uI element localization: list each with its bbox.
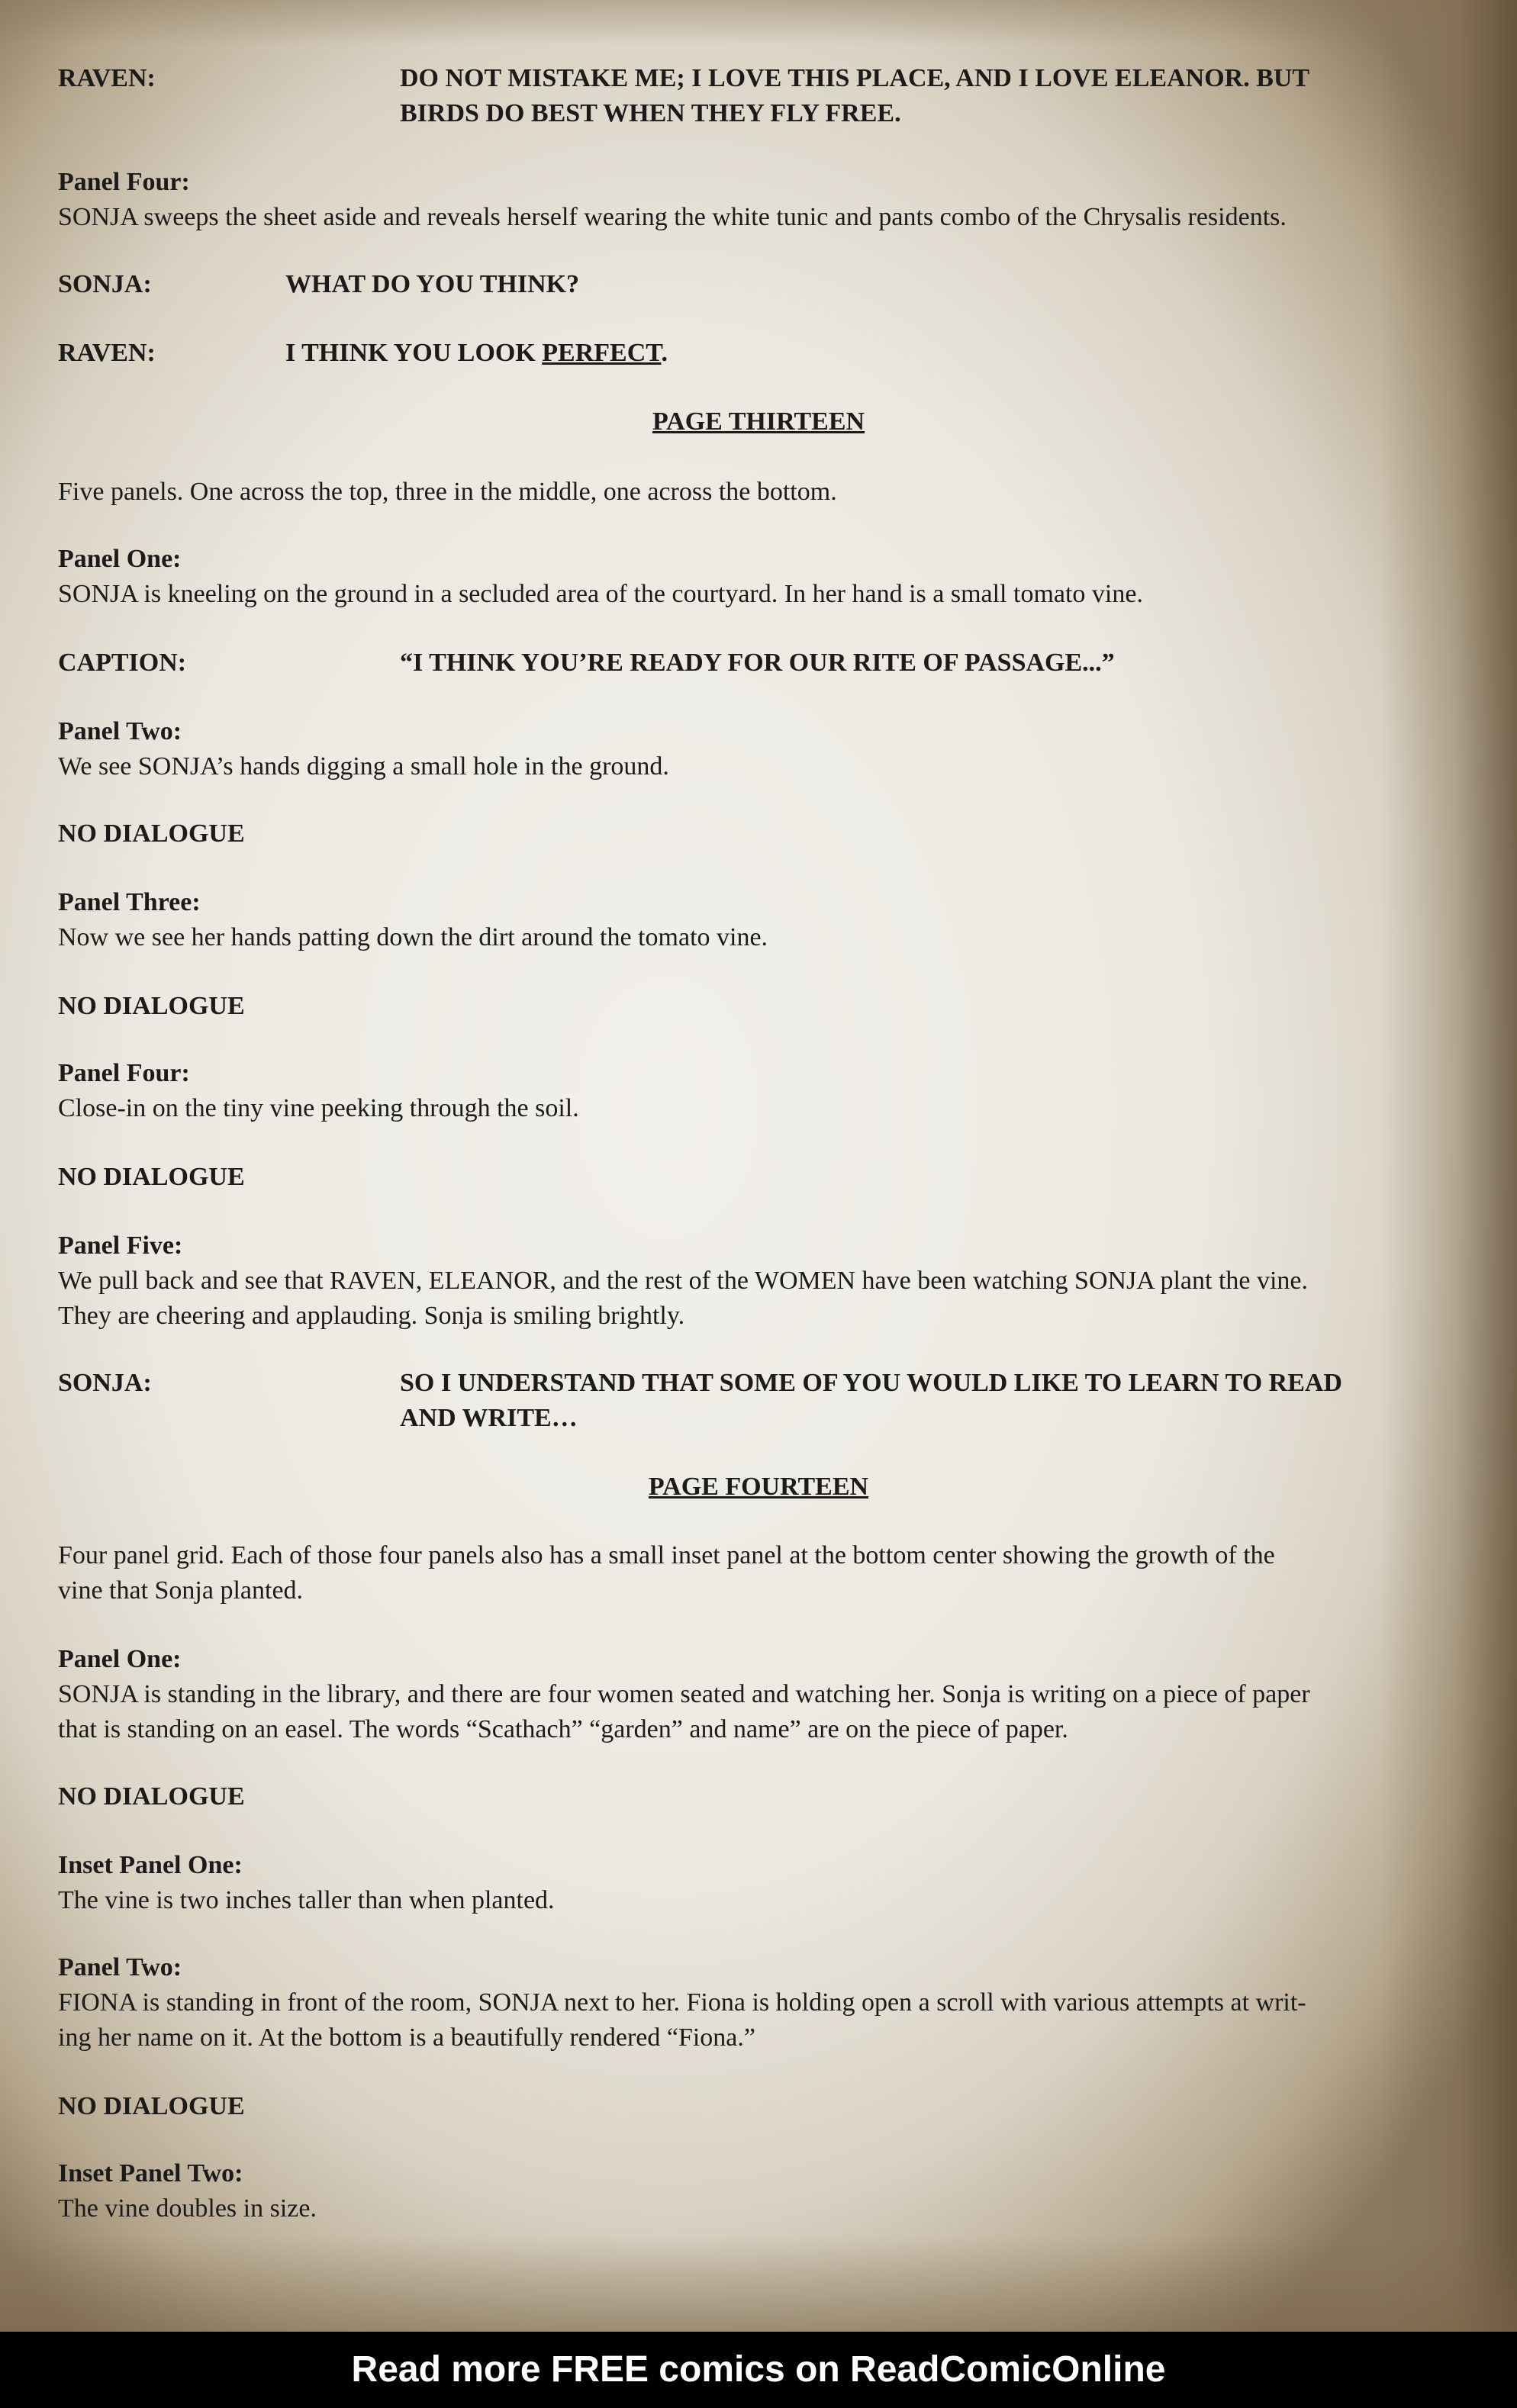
page-intro-line1: Four panel grid. Each of those four panels also has a small inset panel at the bottom center showing the growth of the bbox=[58, 1541, 1275, 1569]
promo-banner-link[interactable]: Read more FREE comics on ReadComicOnline bbox=[0, 2332, 1517, 2408]
panel-heading: Panel Four: bbox=[58, 168, 190, 196]
dialogue-caption: “I THINK YOU’RE READY FOR OUR RITE OF PASSAGE...” bbox=[400, 649, 1115, 677]
panel-description-line1: FIONA is standing in front of the room, SONJA next to her. Fiona is holding open a scroll with various attempts at writ- bbox=[58, 1988, 1306, 2017]
panel-heading: Inset Panel Two: bbox=[58, 2159, 243, 2187]
panel-description-line1: We pull back and see that RAVEN, ELEANOR, and the rest of the WOMEN have been watching SONJA plant the vine. bbox=[58, 1267, 1309, 1295]
panel-description-line2: They are cheering and applauding. Sonja is smiling brightly. bbox=[58, 1302, 685, 1330]
speaker-caption: CAPTION: bbox=[58, 649, 187, 677]
dialogue-raven-line1: DO NOT MISTAKE ME; I LOVE THIS PLACE, AND I LOVE ELEANOR. BUT bbox=[400, 64, 1310, 92]
panel-description: Close-in on the tiny vine peeking through the soil. bbox=[58, 1094, 579, 1122]
panel-description: SONJA is kneeling on the ground in a secluded area of the courtyard. In her hand is a small tomato vine. bbox=[58, 580, 1143, 608]
speaker-raven: RAVEN: bbox=[58, 339, 156, 367]
dialogue-raven bbox=[285, 336, 668, 371]
panel-description: SONJA sweeps the sheet aside and reveals herself wearing the white tunic and pants combo of the Chrysalis residents. bbox=[58, 203, 1287, 231]
speaker-sonja: SONJA: bbox=[58, 1369, 152, 1397]
panel-description-line2: ing her name on it. At the bottom is a beautifully rendered “Fiona.” bbox=[58, 2023, 755, 2052]
no-dialogue: NO DIALOGUE bbox=[58, 1163, 245, 1191]
page-title: PAGE FOURTEEN bbox=[648, 1473, 869, 1501]
panel-heading: Panel Three: bbox=[58, 888, 201, 916]
panel-description: The vine is two inches taller than when planted. bbox=[58, 1886, 555, 1914]
dialogue-punctuation: . bbox=[661, 339, 668, 367]
page-intro: Five panels. One across the top, three in the middle, one across the bottom. bbox=[58, 478, 837, 506]
dialogue-sonja-line1: SO I UNDERSTAND THAT SOME OF YOU WOULD LIKE TO LEARN TO READ bbox=[400, 1369, 1342, 1397]
panel-heading: Inset Panel One: bbox=[58, 1851, 243, 1879]
panel-heading: Panel Two: bbox=[58, 1953, 182, 1981]
speaker-sonja: SONJA: bbox=[58, 270, 152, 298]
dialogue-text: I THINK YOU LOOK bbox=[285, 339, 543, 367]
panel-heading: Panel Five: bbox=[58, 1231, 183, 1260]
panel-description-line2: that is standing on an easel. The words “Scathach” “garden” and name” are on the piece of paper. bbox=[58, 1715, 1068, 1743]
panel-heading: Panel One: bbox=[58, 1645, 182, 1673]
no-dialogue: NO DIALOGUE bbox=[58, 992, 245, 1020]
panel-description: Now we see her hands patting down the dirt around the tomato vine. bbox=[58, 923, 768, 951]
dialogue-emphasis: PERFECT bbox=[542, 339, 662, 367]
panel-description-line1: SONJA is standing in the library, and there are four women seated and watching her. Sonja is writing on a piece of paper bbox=[58, 1680, 1310, 1708]
speaker-raven: RAVEN: bbox=[58, 64, 156, 92]
panel-heading: Panel Two: bbox=[58, 717, 182, 745]
dialogue-sonja-line2: AND WRITE… bbox=[400, 1404, 578, 1432]
page-title: PAGE THIRTEEN bbox=[652, 407, 865, 436]
panel-description: The vine doubles in size. bbox=[58, 2194, 317, 2223]
panel-description: We see SONJA’s hands digging a small hole in the ground. bbox=[58, 752, 669, 781]
no-dialogue: NO DIALOGUE bbox=[58, 819, 245, 848]
dialogue-raven-line2: BIRDS DO BEST WHEN THEY FLY FREE. bbox=[400, 99, 901, 127]
dialogue-sonja: WHAT DO YOU THINK? bbox=[285, 270, 580, 298]
page-intro-line2: vine that Sonja planted. bbox=[58, 1576, 304, 1605]
no-dialogue: NO DIALOGUE bbox=[58, 1782, 245, 1811]
panel-heading: Panel Four: bbox=[58, 1059, 190, 1087]
no-dialogue: NO DIALOGUE bbox=[58, 2092, 245, 2120]
panel-heading: Panel One: bbox=[58, 545, 182, 573]
